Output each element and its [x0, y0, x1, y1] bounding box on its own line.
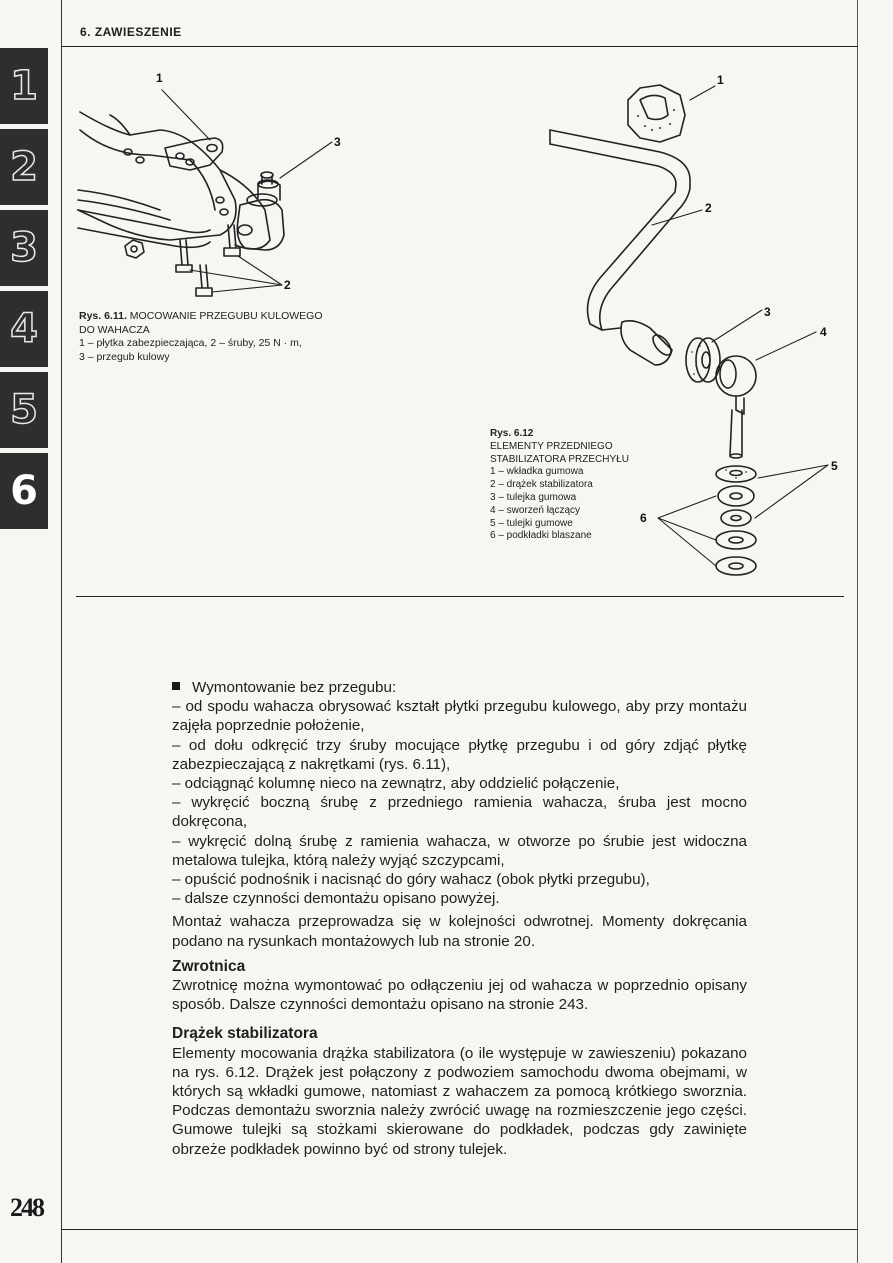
page-frame-right [857, 0, 858, 1263]
intro-paragraph [172, 678, 747, 697]
step-item: – wykręcić boczną śrubę z przedniego ramienia wahacza, śruba jest mocno dokręcona, [172, 794, 747, 831]
figure-6-12-caption-line: 6 – podkładki blaszane [490, 530, 592, 542]
figure-6-11-caption-line: DO WAHACZA [79, 323, 150, 336]
figure-6-12-caption-title: Rys. 6.12 [490, 428, 534, 439]
figure-6-11-drawing [70, 60, 370, 310]
figure-6-11-caption-line: 1 – płytka zabezpieczająca, 2 – śruby, 25 N · m, [79, 337, 302, 349]
figure-6-11-caption-line: 3 – przegub kulowy [79, 350, 170, 363]
step-item: – od dołu odkręcić trzy śruby mocujące płytkę przegubu i od góry zdjąć płytkę zabezpieczającą z nakrętkami (rys. 6.11), [172, 736, 747, 773]
figure-6-12-caption-line: 4 – sworzeń łączący [490, 504, 581, 516]
figure-6-11-label-2: 2 [284, 278, 291, 292]
page-frame-left [61, 0, 62, 1263]
figure-6-12-caption-line: 3 – tulejka gumowa [490, 491, 577, 503]
figure-6-11-label-3: 3 [334, 135, 341, 149]
body-text [172, 678, 747, 1159]
footer-rule [61, 1229, 858, 1230]
figure-divider-rule [76, 596, 844, 597]
figure-6-12-label-3: 3 [764, 305, 771, 319]
stabilizator-paragraph: Elementy mocowania drążka stabilizatora (o ile występuje w zawieszeniu) pokazano na rys. 6.12. Drążek jest połączony z podwoziem samochodu dwoma obejmami, w których są wkładki gumowe, natomiast z wahaczem za pomocą krótkiego sworznia. Podczas demontażu sworznia należy zwrócić uwagę na rozmieszczenie jego części. Gumowe tulejki są stożkami skierowane do podkładek, podczas gdy zawinięte obrzeże podkładek powinno być od strony tulejek. [172, 1044, 747, 1158]
zwrotnica-paragraph: Zwrotnicę można wymontować po odłączeniu jej od wahacza w poprzednio opisany sposób. Dalsze czynności demontażu opisano na stronie 243. [172, 977, 747, 1014]
intro-text: Wymontowanie bez przegubu: [192, 679, 397, 696]
zwrotnica-heading: Zwrotnica [172, 957, 246, 975]
figure-6-12-label-1: 1 [717, 73, 724, 87]
figure-6-12-caption [490, 428, 650, 543]
chapter-tab-3[interactable]: 3 [0, 210, 48, 286]
figure-6-12-caption-line: 1 – wkładka gumowa [490, 466, 584, 478]
chapter-tabs [0, 48, 52, 534]
step-item: – odciągnąć kolumnę nieco na zewnątrz, aby oddzielić połączenie, [172, 775, 620, 793]
figure-6-12-label-4: 4 [820, 325, 827, 339]
figure-6-11-label-1: 1 [156, 71, 163, 85]
step-item: – dalsze czynności demontażu opisano powyżej. [172, 890, 500, 908]
chapter-tab-6-active[interactable]: 6 [0, 453, 48, 529]
chapter-tab-2[interactable]: 2 [0, 129, 48, 205]
chapter-tab-5[interactable]: 5 [0, 372, 48, 448]
figure-6-12-caption-line: 5 – tulejki gumowe [490, 517, 573, 529]
chapter-tab-4[interactable]: 4 [0, 291, 48, 367]
square-bullet-icon [172, 682, 180, 690]
figure-6-12-caption-line: 2 – drążek stabilizatora [490, 479, 593, 491]
figure-6-11-caption-line: MOCOWANIE PRZEGUBU KULOWEGO [129, 310, 323, 322]
figure-6-12-label-5: 5 [831, 459, 838, 473]
figure-6-11-caption-title: Rys. 6.11. [79, 310, 127, 322]
step-item: – od spodu wahacza obrysować kształt płytki przegubu kulowego, aby przy montażu zajęła poprzednie położenie, [172, 698, 747, 735]
page-number: 248 [10, 1193, 43, 1222]
chapter-title: 6. ZAWIESZENIE [80, 25, 182, 39]
stabilizator-heading: Drążek stabilizatora [172, 1025, 318, 1043]
figure-6-12-label-6: 6 [640, 511, 647, 525]
montaz-paragraph: Montaż wahacza przeprowadza się w kolejności odwrotnej. Momenty dokręcania podano na rysunkach montażowych lub na stronie 20. [172, 913, 747, 950]
figure-6-12-caption-line: ELEMENTY PRZEDNIEGO [490, 440, 613, 452]
step-item: – opuścić podnośnik i nacisnąć do góry wahacz (obok płytki przegubu), [172, 871, 650, 889]
chapter-tab-1[interactable]: 1 [0, 48, 48, 124]
step-item: – wykręcić dolną śrubę z ramienia wahacza, w otworze po śrubie jest widoczna metalowa tulejka, którą należy wyjąć szczypcami, [172, 832, 747, 869]
figure-6-12-caption-line: STABILIZATORA PRZECHYŁU [490, 453, 629, 465]
figure-6-11-caption [79, 310, 349, 364]
header-rule [61, 46, 858, 47]
figure-6-12-label-2: 2 [705, 201, 712, 215]
